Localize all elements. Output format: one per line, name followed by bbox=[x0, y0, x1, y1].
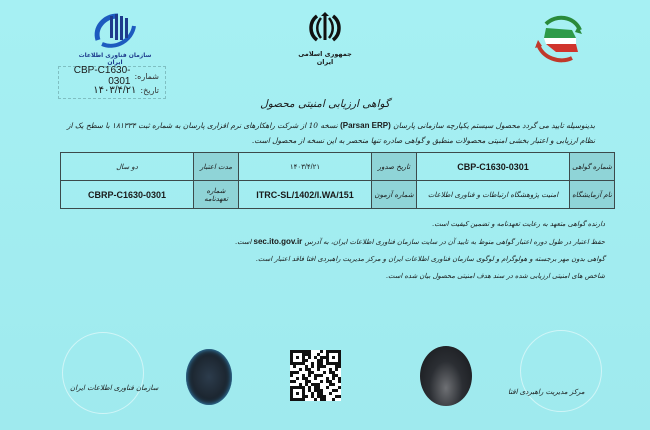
cell-label-commitment-number: شماره تعهدنامه bbox=[194, 181, 239, 209]
cell-label-test-number: شماره آزمون bbox=[372, 181, 417, 209]
note-line-4: شاخص های امنیتی ارزیابی شده در سند هدف امنیتی محصول بیان شده است. bbox=[385, 272, 605, 280]
reference-number-row bbox=[65, 65, 159, 87]
note-line-2-end: است. bbox=[234, 238, 252, 246]
iran-emblem bbox=[297, 12, 353, 66]
reference-number-value: CBP-C1630-0301 bbox=[73, 65, 131, 87]
note-line-2-text: حفظ اعتبار در طول دوره اعتبار گواهی منوط به تایید آن در سایت سازمان فناوری اطلاعات ایران، به آدرس bbox=[304, 238, 605, 246]
cell-label-validity: مدت اعتبار bbox=[194, 153, 239, 181]
signature-afta: مرکز مدیریت راهبردی افتا bbox=[508, 388, 585, 396]
intro-part1: بدینوسیله تایید می گردد محصول سیستم یکپارچه سازمانی پارسان bbox=[393, 121, 595, 130]
ito-logo-icon bbox=[92, 10, 138, 50]
reference-date-value: ۱۴۰۳/۴/۲۱ bbox=[93, 84, 137, 96]
table-row bbox=[61, 153, 615, 181]
cell-certificate-number: CBP-C1630-0301 bbox=[417, 153, 570, 181]
certificate-title: گواهی ارزیابی امنیتی محصول bbox=[260, 98, 390, 110]
hologram-left bbox=[186, 349, 232, 405]
intro-paragraph bbox=[60, 118, 595, 148]
cell-label-lab-name: نام آزمایشگاه bbox=[570, 181, 615, 209]
reference-number-label: شماره: bbox=[134, 71, 159, 81]
note-line-2 bbox=[110, 233, 605, 251]
reference-date-label: تاریخ: bbox=[140, 85, 159, 95]
iran-emblem-icon bbox=[308, 12, 342, 44]
verification-url-link[interactable]: sec.ito.gov.ir bbox=[253, 237, 303, 246]
ito-logo-label: سازمان فناوری اطلاعات ایران bbox=[78, 52, 152, 66]
qr-code[interactable] bbox=[290, 350, 341, 401]
e-government-logo bbox=[532, 14, 588, 64]
cell-commitment-number: CBRP-C1630-0301 bbox=[61, 181, 194, 209]
notes-section bbox=[110, 216, 605, 285]
embossed-seal-right bbox=[520, 330, 602, 412]
certificate-info-table bbox=[60, 152, 615, 209]
intro-part2: نسخه 10 از شرکت راهکارهای نرم افزاری پارسان به شماره ثبت ۱۸۱۳۳۴ با سطح یک از نظام ارزیابی و اعتبار بخشی امنیتی محصولات منطبق و گواهی صادره تنها منحصر به این نسخه از محصول است. bbox=[66, 121, 595, 145]
note-line-3: گواهی بدون مهر برجسته و هولوگرام و لوگوی سازمان فناوری اطلاعات ایران و مرکز مدیریت راهبردی افتا فاقد اعتبار است. bbox=[255, 255, 605, 263]
iran-emblem-label: جمهوری اسلامی ایران bbox=[298, 50, 352, 66]
table-row bbox=[61, 181, 615, 209]
iran-map-arrows-icon bbox=[532, 14, 588, 64]
signature-ito: سازمان فناوری اطلاعات ایران bbox=[70, 384, 159, 392]
reference-box bbox=[58, 66, 166, 99]
embossed-seal-left bbox=[62, 332, 144, 414]
product-name-latin: (Parsan ERP) bbox=[340, 121, 391, 130]
ito-logo bbox=[70, 10, 160, 66]
note-line-1: دارنده گواهی متعهد به رعایت تعهدنامه و تضمین کیفیت است. bbox=[432, 220, 605, 228]
cell-label-issue-date: تاریخ صدور bbox=[372, 153, 417, 181]
cell-issue-date: ۱۴۰۳/۴/۲۱ bbox=[239, 153, 372, 181]
cell-test-number: ITRC-SL/1402/I.WA/151 bbox=[239, 181, 372, 209]
cell-lab-name: امنیت پژوهشگاه ارتباطات و فناوری اطلاعات bbox=[417, 181, 570, 209]
cell-label-certificate-number: شماره گواهی bbox=[570, 153, 615, 181]
hologram-right bbox=[420, 346, 472, 406]
cell-validity: دو سال bbox=[61, 153, 194, 181]
